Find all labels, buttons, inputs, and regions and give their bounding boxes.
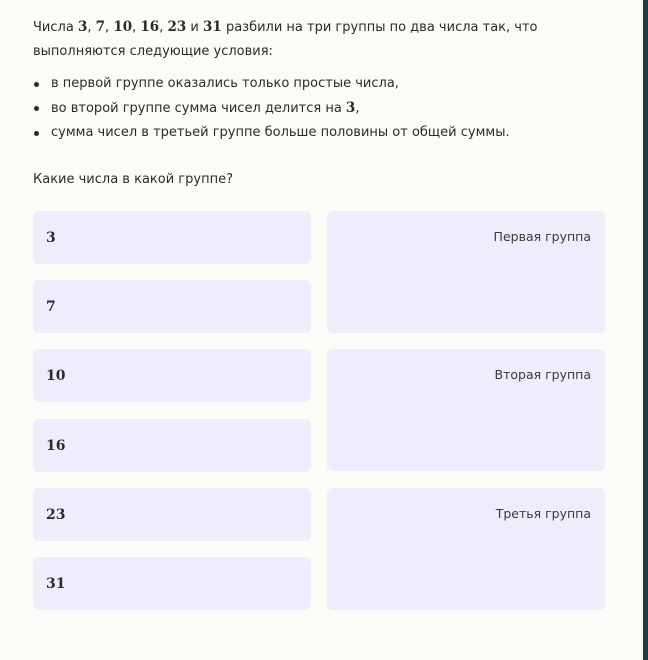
condition-text: сумма чисел в третьей группе больше половины от общей суммы.: [51, 125, 510, 140]
question-text: Какие числа в какой группе?: [33, 172, 233, 187]
intro-number: 31: [203, 19, 222, 35]
number-card-7[interactable]: 7: [33, 280, 311, 333]
intro-comma: ,: [159, 20, 164, 35]
number-card-23[interactable]: 23: [33, 488, 311, 541]
task-intro: [33, 15, 593, 64]
condition-number: 3: [345, 100, 356, 116]
intro-comma: ,: [87, 20, 92, 35]
drop-zone-third-group[interactable]: [327, 488, 605, 610]
intro-number: 3: [77, 19, 88, 35]
drop-zone-second-group[interactable]: [327, 349, 605, 471]
intro-number: 10: [113, 19, 133, 35]
number-card-10[interactable]: 10: [33, 349, 311, 402]
condition-item: [33, 72, 608, 96]
zone-label: Первая группа: [493, 229, 591, 244]
right-edge-bar: [643, 0, 648, 660]
condition-text: во второй группе сумма чисел делится на: [51, 101, 342, 116]
zone-label: Вторая группа: [494, 367, 591, 382]
intro-comma: ,: [132, 20, 137, 35]
intro-prefix: Числа: [33, 20, 74, 35]
conditions-list: [33, 72, 608, 145]
condition-text: в первой группе оказались только простые числа,: [51, 76, 399, 91]
condition-punct: ,: [355, 101, 360, 116]
intro-number: 23: [167, 19, 187, 35]
zone-label: Третья группа: [495, 506, 591, 521]
drop-zone-first-group[interactable]: [327, 211, 605, 333]
intro-suffix: разбили на три группы по два числа так, что выполняются следующие условия:: [33, 20, 538, 59]
intro-number: 16: [140, 19, 160, 35]
condition-item: [33, 96, 608, 121]
task-content: [33, 0, 608, 592]
intro-comma: ,: [105, 20, 110, 35]
condition-item: [33, 121, 608, 145]
number-card-3[interactable]: 3: [33, 211, 311, 264]
number-card-16[interactable]: 16: [33, 419, 311, 472]
number-card-31[interactable]: 31: [33, 557, 311, 610]
intro-number: 7: [95, 19, 106, 35]
intro-and: и: [190, 20, 199, 35]
